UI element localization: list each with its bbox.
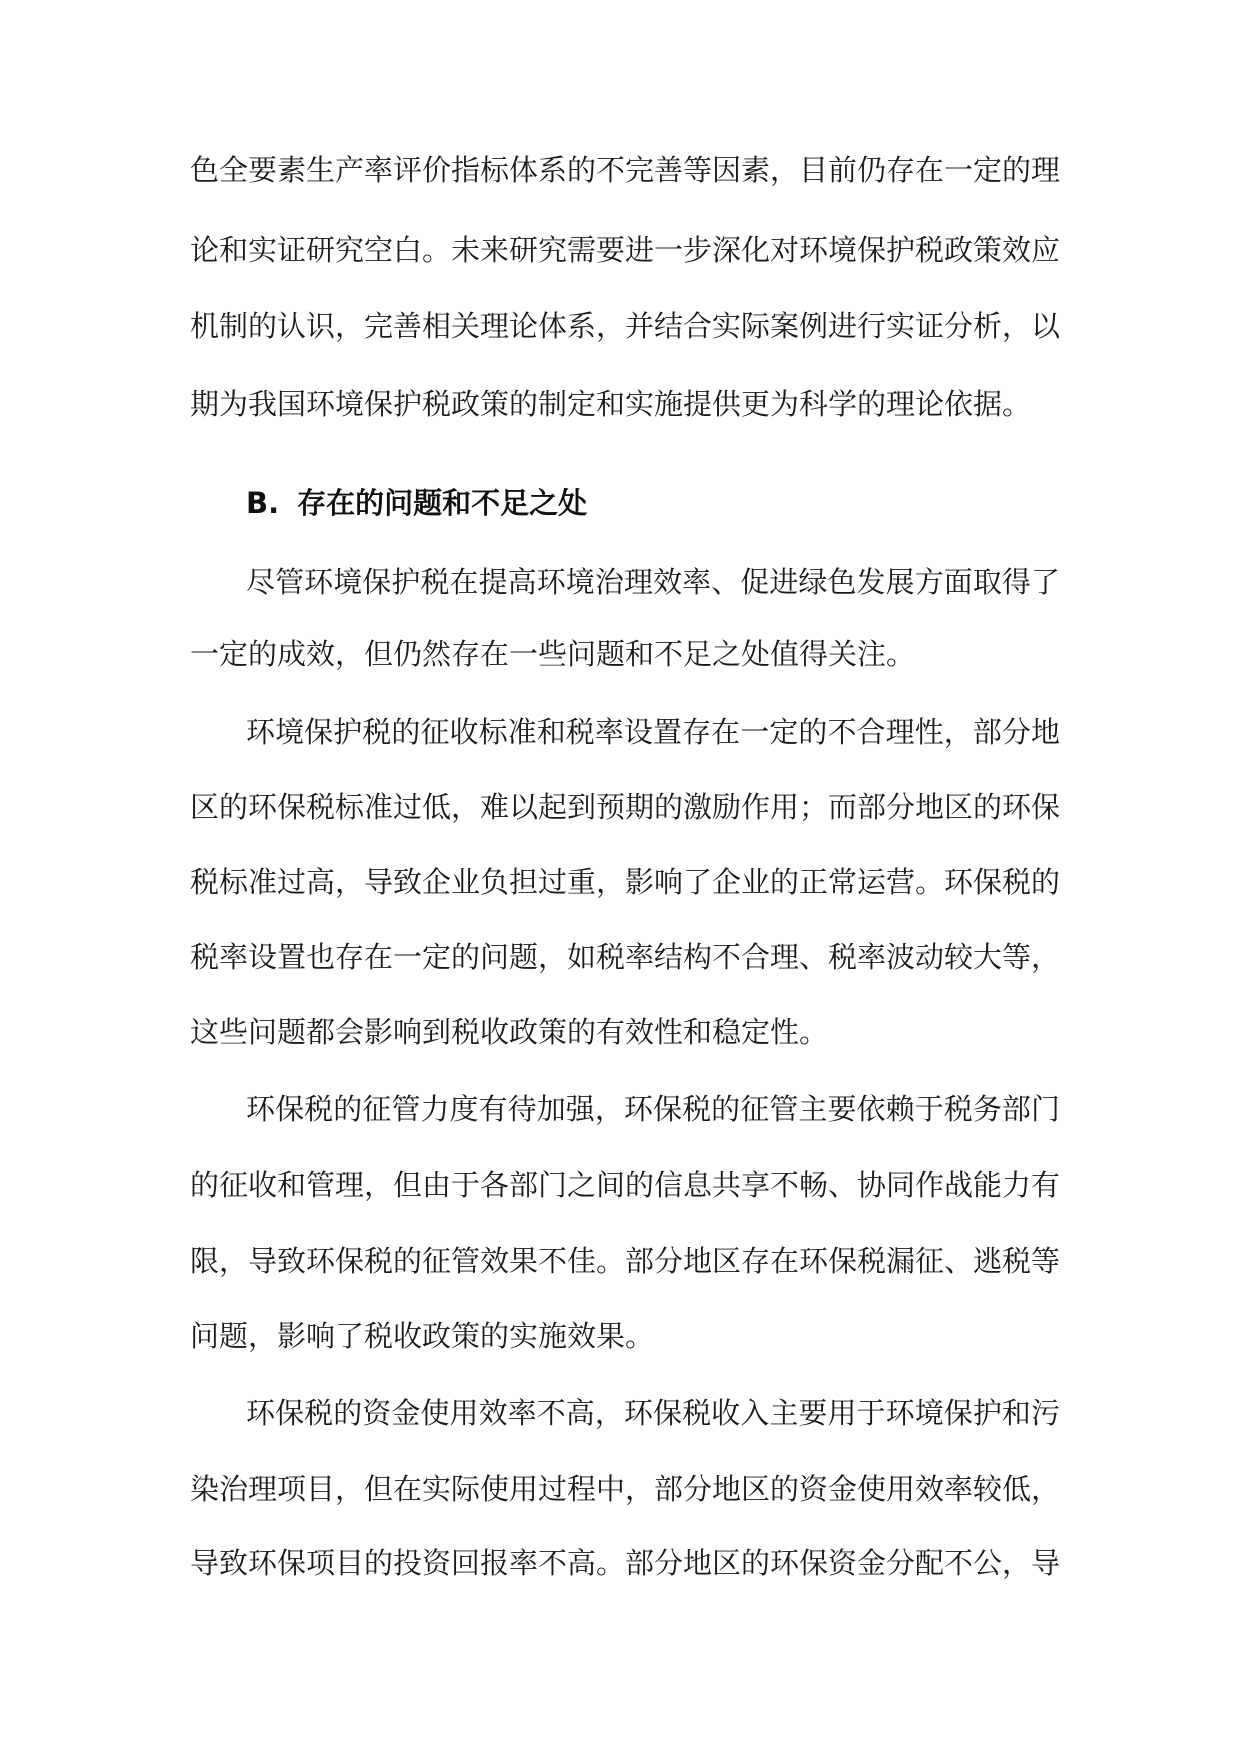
section-heading — [246, 483, 587, 523]
text-line: 机制的认识，完善相关理论体系，并结合实际案例进行实证分析，以 — [190, 309, 1060, 343]
text-line: 论和实证研究空白。未来研究需要进一步深化对环境保护税政策效应 — [190, 233, 1060, 267]
text-line: 期为我国环境保护税政策的制定和实施提供更为科学的理论依据。 — [190, 387, 1032, 421]
section-number: B. — [246, 486, 280, 520]
text-line: 环境保护税的征收标准和税率设置存在一定的不合理性，部分地 — [246, 715, 1060, 749]
text-line: 导致环保项目的投资回报率不高。部分地区的环保资金分配不公，导 — [190, 1546, 1060, 1580]
text-line: 染治理项目，但在实际使用过程中，部分地区的资金使用效率较低， — [190, 1472, 1060, 1506]
text-line: 环保税的资金使用效率不高，环保税收入主要用于环境保护和污 — [246, 1396, 1060, 1430]
text-line: 税标准过高，导致企业负担过重，影响了企业的正常运营。环保税的 — [190, 865, 1060, 899]
text-line: 环保税的征管力度有待加强，环保税的征管主要依赖于税务部门 — [246, 1092, 1060, 1126]
text-line: 尽管环境保护税在提高环境治理效率、促进绿色发展方面取得了 — [246, 565, 1060, 599]
section-title: 存在的问题和不足之处 — [297, 486, 588, 520]
text-line: 的征收和管理，但由于各部门之间的信息共享不畅、协同作战能力有 — [190, 1168, 1060, 1202]
text-line: 色全要素生产率评价指标体系的不完善等因素，目前仍存在一定的理 — [190, 153, 1060, 187]
text-line: 这些问题都会影响到税收政策的有效性和稳定性。 — [190, 1015, 829, 1049]
text-line: 区的环保税标准过低，难以起到预期的激励作用；而部分地区的环保 — [190, 790, 1060, 824]
text-line: 税率设置也存在一定的问题，如税率结构不合理、税率波动较大等， — [190, 940, 1060, 974]
text-line: 问题，影响了税收政策的实施效果。 — [190, 1319, 655, 1353]
text-line: 一定的成效，但仍然存在一些问题和不足之处值得关注。 — [190, 637, 916, 671]
text-line: 限，导致环保税的征管效果不佳。部分地区存在环保税漏征、逃税等 — [190, 1244, 1060, 1278]
